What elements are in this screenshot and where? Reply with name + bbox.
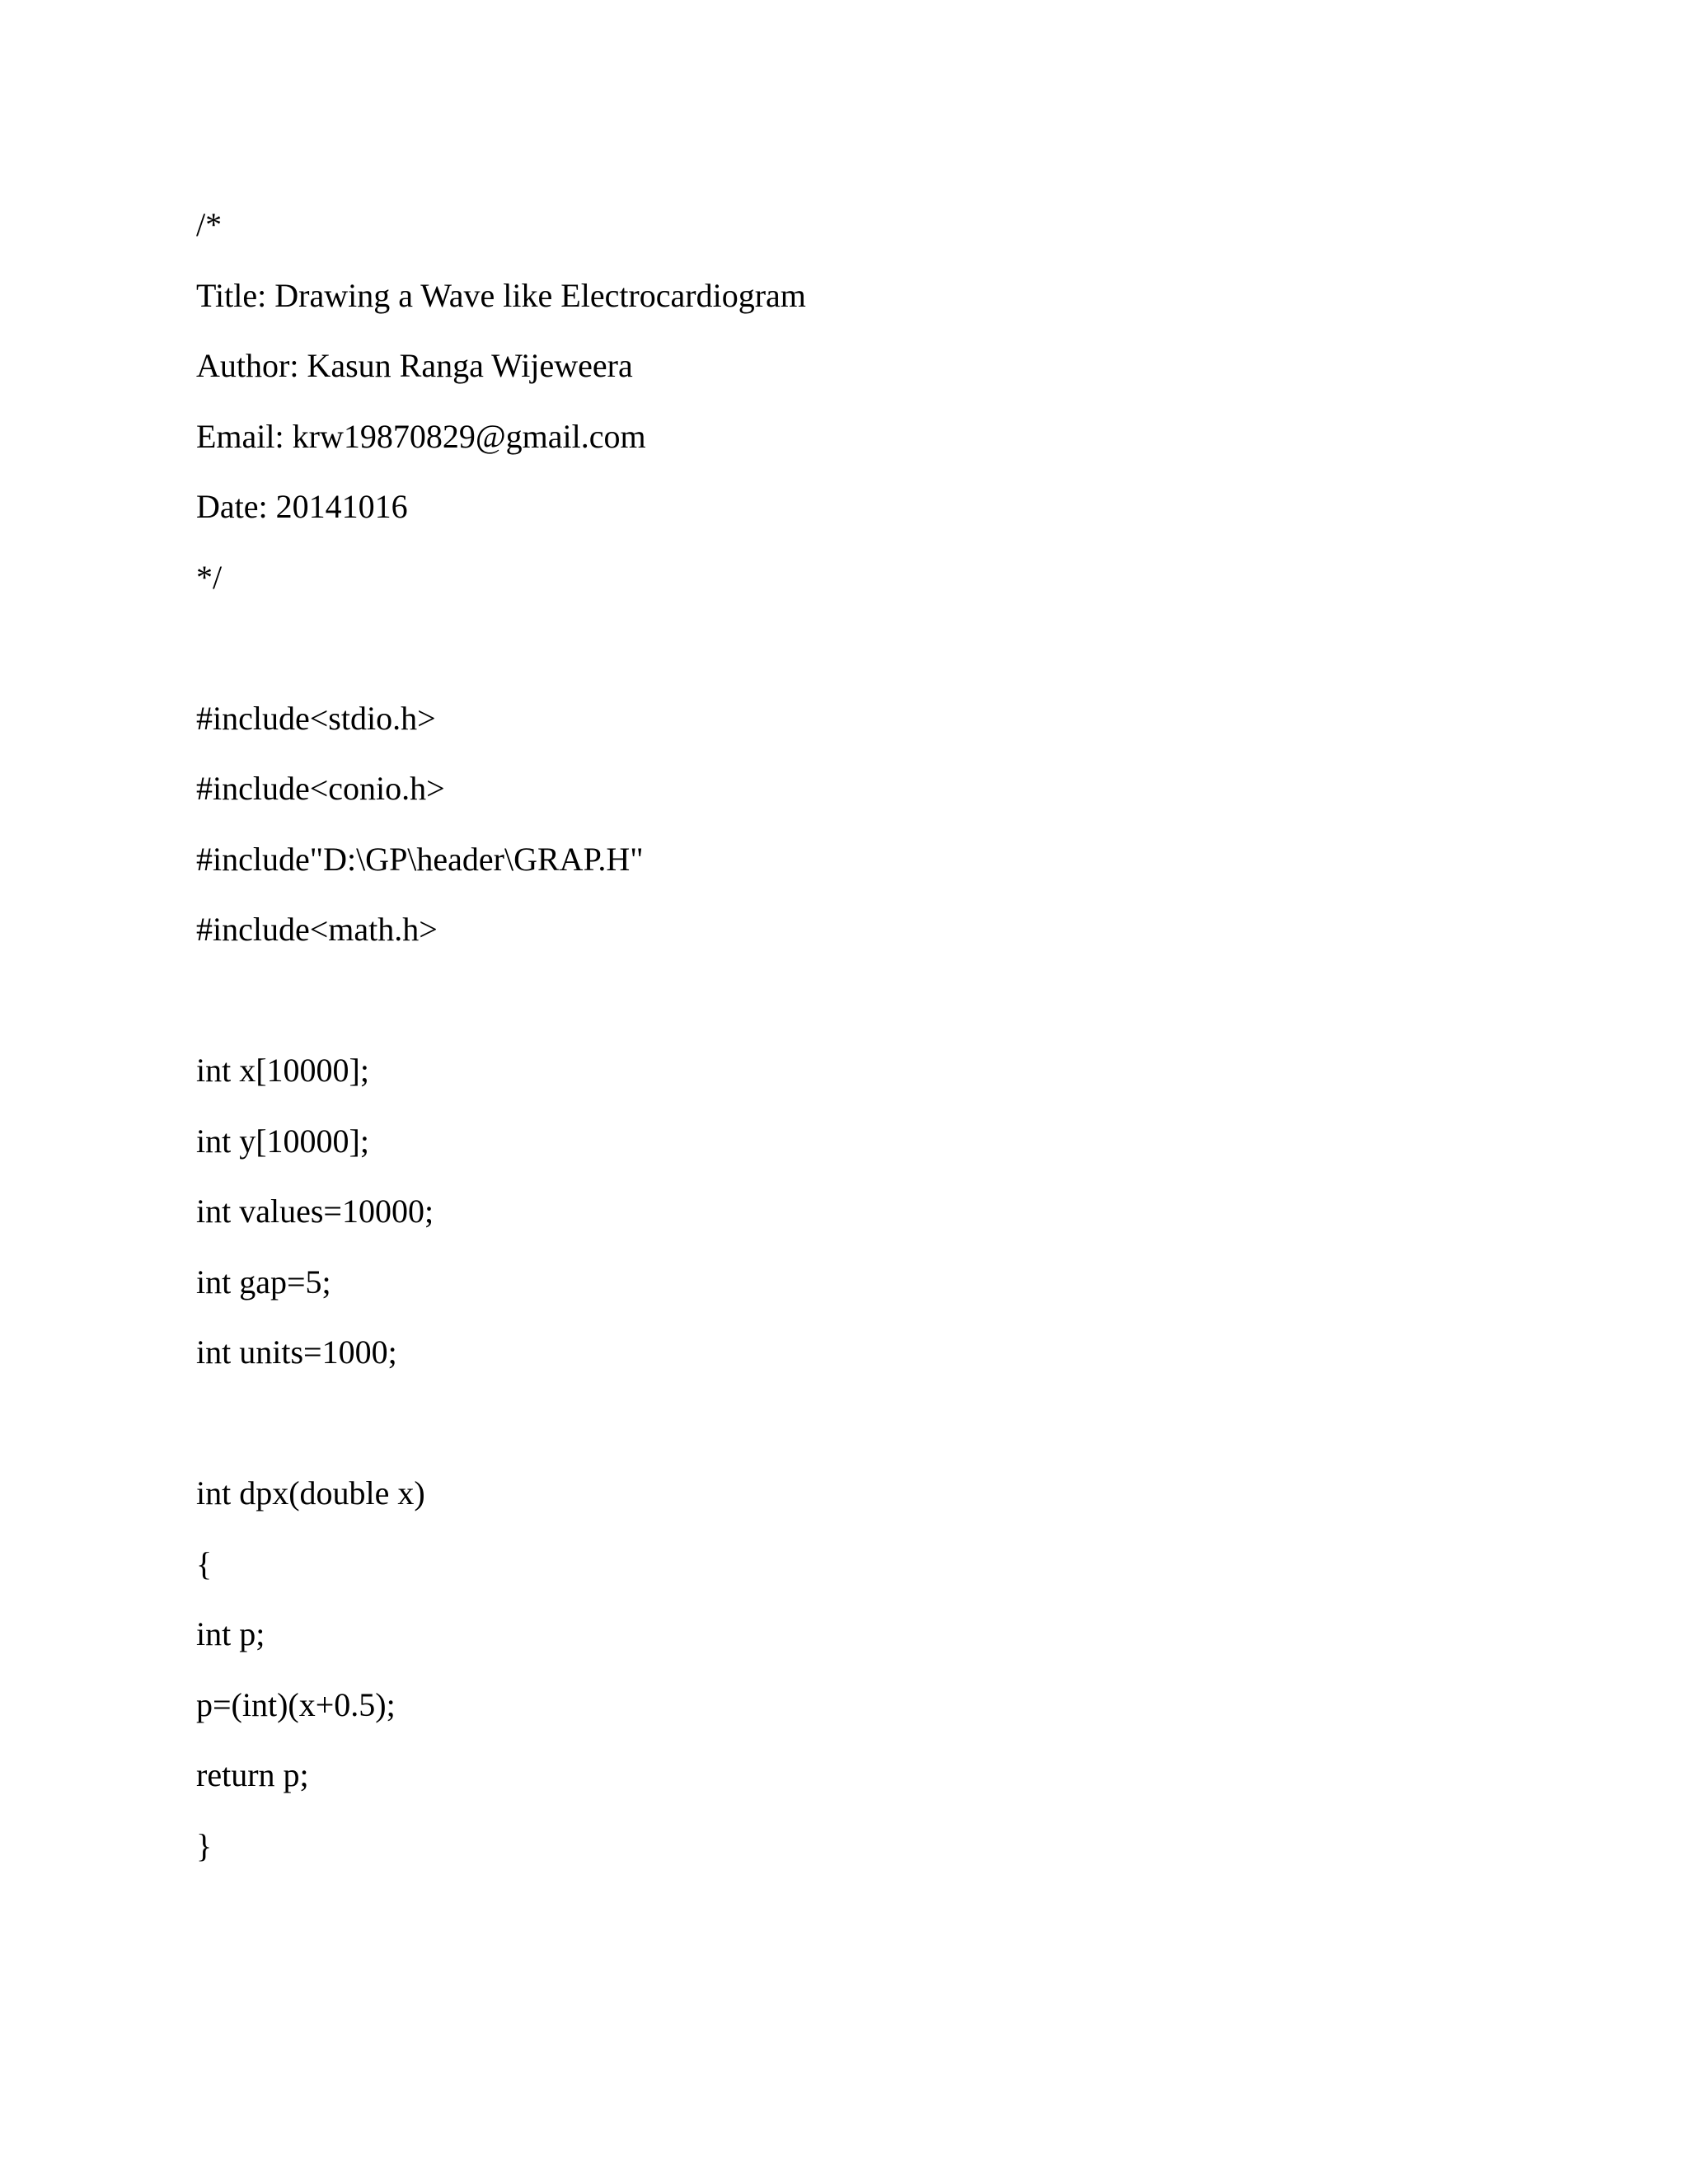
declare-y-array: int y[10000]; bbox=[196, 1122, 369, 1160]
date-line: Date: 20141016 bbox=[196, 488, 408, 525]
blank-line bbox=[196, 965, 806, 1036]
declare-x-array: int x[10000]; bbox=[196, 1052, 369, 1089]
declare-p: int p; bbox=[196, 1615, 265, 1652]
include-math: #include<math.h> bbox=[196, 911, 438, 948]
email-line: Email: krw19870829@gmail.com bbox=[196, 417, 646, 455]
blank-line bbox=[196, 1388, 806, 1459]
comment-open: /* bbox=[196, 206, 223, 243]
close-brace: } bbox=[196, 1826, 213, 1864]
declare-units: int units=1000; bbox=[196, 1333, 397, 1371]
comment-close: */ bbox=[196, 558, 223, 596]
include-stdio: #include<stdio.h> bbox=[196, 699, 436, 737]
blank-line bbox=[196, 612, 806, 683]
code-listing bbox=[196, 190, 806, 1881]
declare-values: int values=10000; bbox=[196, 1193, 434, 1230]
return-statement: return p; bbox=[196, 1756, 309, 1793]
assign-p: p=(int)(x+0.5); bbox=[196, 1685, 396, 1723]
title-line: Title: Drawing a Wave like Electrocardiogram bbox=[196, 276, 806, 314]
author-line: Author: Kasun Ranga Wijeweera bbox=[196, 347, 633, 384]
declare-gap: int gap=5; bbox=[196, 1263, 331, 1301]
include-grap: #include"D:\GP\header\GRAP.H" bbox=[196, 840, 644, 878]
function-signature-dpx: int dpx(double x) bbox=[196, 1474, 425, 1511]
open-brace: { bbox=[196, 1544, 213, 1582]
include-conio: #include<conio.h> bbox=[196, 770, 445, 807]
